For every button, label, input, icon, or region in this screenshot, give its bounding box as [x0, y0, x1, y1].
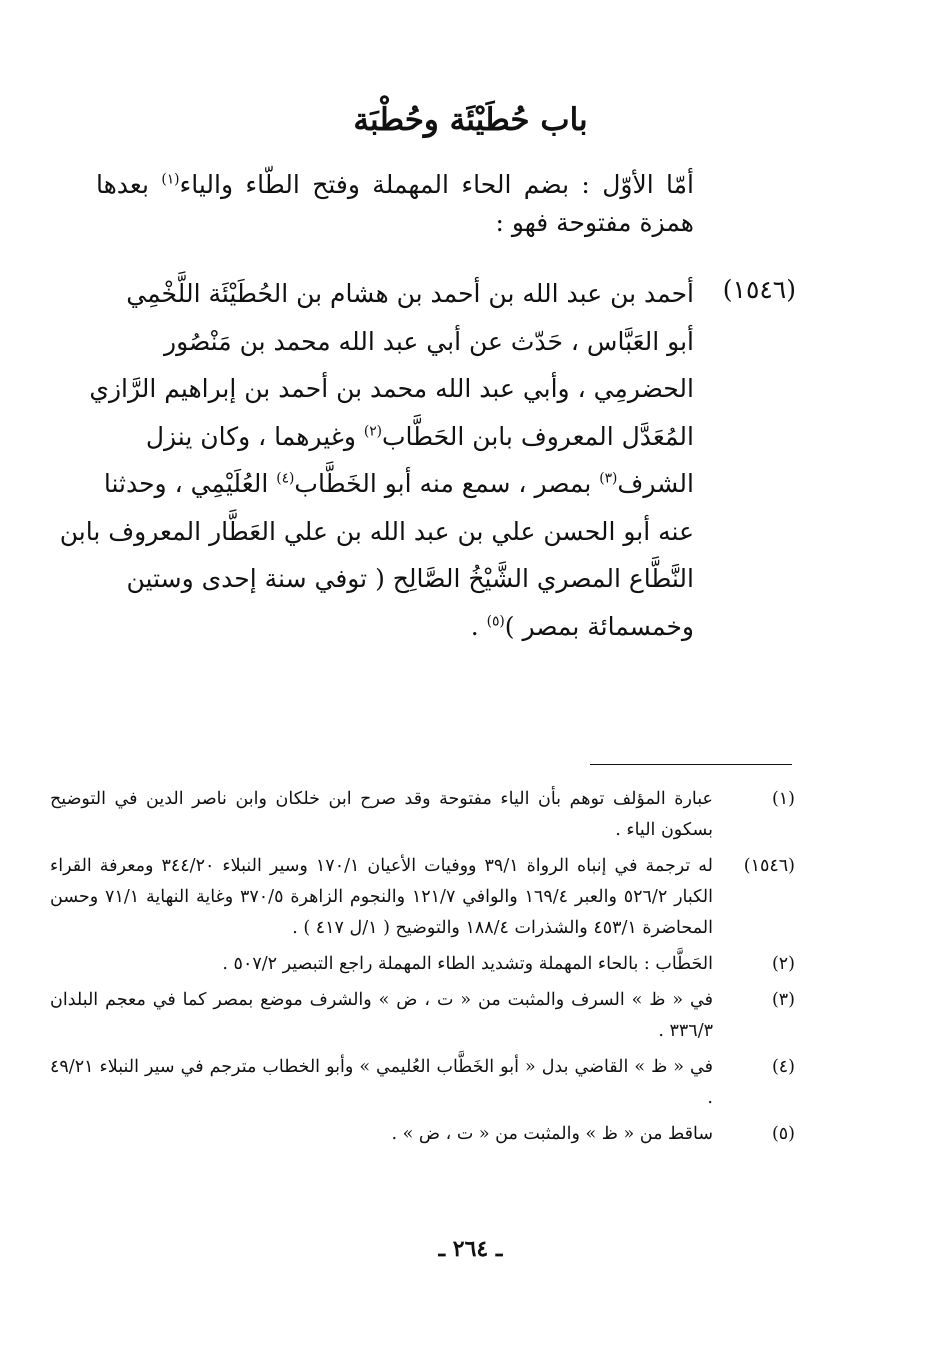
footnote-ref: (١) — [161, 171, 180, 188]
footnote-ref: (٥) — [486, 613, 505, 630]
footnote-number: (٥) — [771, 1124, 795, 1144]
chapter-title: باب حُطَيْئَة وحُطْبَة — [353, 102, 588, 138]
entry-line: أحمد بن عبد الله بن أحمد بن هشام بن الحُطَيْئَة اللَّخْمِي — [126, 279, 694, 308]
footnote — [50, 985, 795, 1047]
footnote-text: عبارة المؤلف توهم بأن الياء مفتوحة وقد صرح ابن خلكان وابن ناصر الدين في التوضيح بسكون الياء . — [50, 789, 713, 840]
footnote-text: الحَطَّاب : بالحاء المهملة وتشديد الطاء المهملة راجع التبصير ٥٠٧/٢ . — [222, 954, 713, 974]
footnote — [50, 1052, 795, 1114]
footnotes — [50, 784, 795, 1150]
entry-line: أبو العَبَّاس ، حَدّث عن أبي عبد الله محمد بن مَنْصُور — [164, 326, 694, 356]
page-number: ـ ٢٦٤ ـ — [438, 1236, 503, 1262]
footnote — [50, 784, 795, 846]
footnote-number: (٣) — [771, 990, 795, 1010]
entry-number: (١٥٤٦) — [722, 275, 796, 304]
entry-line — [100, 413, 694, 461]
footnote-ref: (٤) — [276, 470, 295, 487]
footnote-number: (٤) — [771, 1057, 795, 1077]
entry-line: النَّطَّاع المصري الشَّيْخُ الصَّالِح ( توفي سنة إحدى وستين — [126, 564, 694, 593]
intro-text: أمّا الأوّل : بضم الحاء المهملة وفتح الطّاء والياء — [179, 170, 694, 199]
entry-line-text: الشرف — [617, 469, 694, 498]
intro-text-continued: بعدها همزة مفتوحة فهو : — [96, 170, 694, 237]
footnote-text: في « ظ » القاضي بدل « أبو الخَطَّاب العُليمي » وأبو الخطاب مترجم في سير النبلاء ٤٩/٢١ . — [50, 1057, 713, 1108]
footnote-separator — [590, 764, 792, 765]
entry-line — [100, 460, 694, 508]
entry-line: عنه أبو الحسن علي بن عبد الله بن علي العَطَّار المعروف بابن — [59, 516, 694, 546]
footnote-number: (١٥٤٦) — [743, 856, 795, 876]
entry-line-text: وخمسمائة بمصر ) — [504, 611, 694, 641]
entry-line-text: العُلَيْمِي ، وحدثنا — [103, 469, 277, 498]
footnote-ref: (٢) — [363, 423, 382, 440]
footnote-ref: (٣) — [599, 470, 618, 487]
entry-line-text: . — [470, 611, 487, 641]
footnote-text: في « ظ » السرف والمثبت من « ت ، ض » والشرف موضع بمصر كما في معجم البلدان ٣٣٦/٣ . — [50, 990, 713, 1041]
entry-line-text: بمصر ، سمع منه أبو الخَطَّاب — [294, 469, 600, 498]
footnote-number: (١) — [771, 789, 795, 809]
footnote-number: (٢) — [771, 954, 795, 974]
footnote — [50, 851, 795, 944]
entry-body — [59, 270, 694, 650]
entry-line-text: المُعَدَّل المعروف بابن الحَطَّاب — [382, 421, 694, 451]
entry-line: الحضرمِي ، وأبي عبد الله محمد بن أحمد بن إبراهيم الرَّازي — [89, 374, 694, 403]
footnote — [50, 949, 795, 980]
footnote-text: ساقط من « ظ » والمثبت من « ت ، ض » . — [391, 1124, 713, 1144]
footnote-text: له ترجمة في إنباه الرواة ٣٩/١ ووفيات الأعيان ١٧٠/١ وسير النبلاء ٣٤٤/٢٠ ومعرفة القراء الكبار ٥٢٦/٢ والعبر ١٦٩/٤ والوافي ١٢١/٧ والنجوم الزاهرة ٣٧٠/٥ وغاية النهاية ٧١/١ وحسن المحاضرة ٤٥٣/١ والشذرات ١٨٨/٤ والتوضيح ( ١/ل ٤١٧ ) . — [50, 856, 714, 938]
entry-line — [100, 603, 694, 651]
footnote — [50, 1119, 795, 1150]
intro-paragraph — [96, 166, 694, 242]
entry-line-text: وغيرهما ، وكان ينزل — [145, 421, 364, 451]
